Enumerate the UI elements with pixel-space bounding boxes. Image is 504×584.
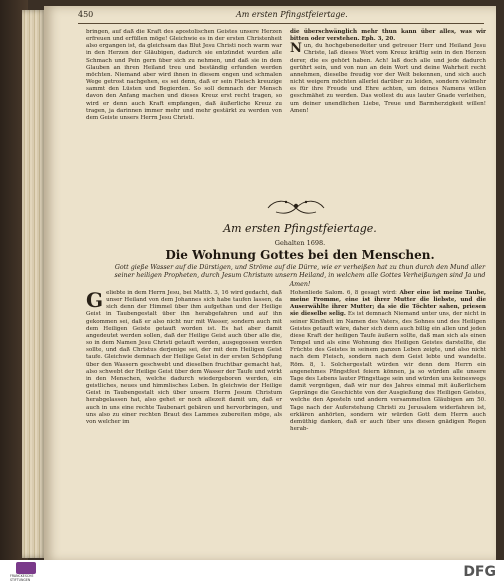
col2-body: un, du hochgebenedeiter und getreuer Herr und Heiland Jesu Christe, laß dieses Wort vom Kreuz kräftig sein in den Herzen derer, die es gehört haben. Ach! laß doch alle und jede dadurch gerührt sein, und von nun an dein Wort und deine Wahrheit recht annehmen, dieselbe freudig vor der Welt bekennen, und sich auch nicht weigern möchten allerlei darüber zu leiden, sondern vielmehr es für ihre Freude und Ehre achten, um deines Namens willen geschmähet zu werden. Das wollest du aus lauter Gnade verleihen, um deiner unendlichen Liebe, Treue und Barmherzigkeit willen! Amen! (290, 43, 486, 114)
logo-text: FRANCKESCHE STIFTUNGEN (10, 574, 34, 582)
header-rule (78, 23, 484, 24)
sermon-intro: Gott gieße Wasser auf die Dürstigen, und Ströme auf die Dürre, wie er verheißen hat zu thun durch den Mund aller seiner heiligen Propheten, durch Jesum Christum unsern Heiland, in welchem alle Gottes Verheißungen sind Ja und Amen! (114, 264, 486, 288)
floral-ornament (256, 194, 336, 220)
col4-lead: Hohenliede Salom. 6, 8 gesagt wird: (290, 290, 397, 296)
col2-dropcap: N (290, 41, 302, 57)
dfg-logo: DFG (463, 564, 496, 580)
feast-heading: Am ersten Pfingstfeiertage. (223, 222, 377, 235)
col4-emphasis: Aber eine ist meine Taube, meine Fromme, eine ist ihrer Mutter die liebste, und die Auserwählte ihrer Mutter; da sie die Töchter sahen, priesen sie dieselbe selig. (290, 290, 486, 318)
column-bottom-right (290, 290, 486, 433)
column-bottom-left (86, 290, 282, 426)
franckesche-logo (8, 562, 46, 582)
col3-dropcap: G (86, 288, 104, 312)
footer-bar (0, 560, 504, 584)
page-number: 450 (78, 10, 94, 19)
column-top-left: bringen, auf daß die Kraft des apostolischen Geistes unsere Herzen erfreuen und erfüllen möge! Gleichwie es in der ersten Christenheit also ergangen ist, da gleichsam das Blut Jesu Christi noch warm war in den Herzen der Gläubigen, dadurch sie entzündet wurden alle Schmach und Pein gern über sich zu nehmen, und daß sie in dem Glauben an ihren Heiland treu und beständig erfunden werden möchten. Niemand aber wird ihnen in diesem engen und schmalen Wege getrost nachgehen, es sei denn, daß er sein Fleisch kreuzige sammt den Lüsten und Begierden. So soll demnach der Mensch davon den Anfang machen und dieses Kreuz erst recht tragen, so wird er denn auch Kraft empfangen, daß äußerliche Kreuz zu tragen, ja darinnen immer mehr und mehr gestärkt zu werden von dem Geiste unsers Herrn Jesu Christi. (86, 29, 282, 121)
running-title: Am ersten Pfingstfeiertage. (236, 10, 348, 19)
sermon-year: Gehalten 1698. (274, 239, 326, 247)
book-spine (22, 10, 46, 558)
col3-body: eliebte in dem Herrn Jesu, bei Matth. 3, 16 wird gedacht, daß unser Heiland von dem Johannes sich habe taufen lassen, da sich denn der Himmel über ihm aufgethan und der Heilige Geist in Taubengestalt über ihn herabgefahren und auf ihn gekommen sei, daß er also nicht nur mit Wasser, sondern auch mit dem Heiligen Geiste getauft worden ist. Es hat aber damit angedeutet werden sollen, daß der Heilige Geist auch über alle die, so in dem Namen Jesu Christi getauft werden, ausgegossen werden sollte, und daß Christus derjenige sei, der mit dem Heiligen Geist taufe. Gleichwie demnach der Heilige Geist in der ersten Schöpfung über den Wassern geschwebt und dieselben fruchtbar gemacht hat, also schwebt der Heilige Geist über dem Wasser der Taufe und wirkt in den Menschen, welche dadurch wiedergeboren werden, ein geistliches, neues und himmlisches Leben. In gleichwie der Heilige Geist in Taubengestalt sich über unsern Herrn Jesum Christum herabgelassen hat, also gehet er noch allezeit damit um, daß er auch in uns eine rechte Taubenart gebären und hervorbringen, und uns also zu einer rechten Braut des Lammes zubereiten möge, als von welcher im (86, 290, 282, 425)
sermon-title: Die Wohnung Gottes bei den Menschen. (165, 248, 435, 262)
column-top-right (290, 29, 486, 115)
logo-mark-icon (16, 562, 36, 574)
col2-top-text: die überschwänglich mehr thun kann über alles, was wir bitten oder verstehen. Eph. 3, 20. (290, 29, 486, 43)
col4-body: Es ist demnach Niemand unter uns, der nicht in seiner Kindheit im Namen des Vaters, des Sohnes und des Heiligen Geistes getauft wäre, daher sich denn auch billig ein allen und jeden diese Kraft der heiligen Taufe äußern sollte, daß man sich als einen Tempel und als eine Wohnung des Heiligen Geistes darstellte, die Früchte des Geistes in seinem ganzen Leben zeigte, und also nicht nach dem Fleisch, sondern nach dem Geist lebte und wandelte. Röm. 8, 1. Solchergestalt würden wir denn dem Herrn ein angenehmes Pfingstfest feiern können, ja so würden alle unsere Tage des Lebens lauter Pfingsttage sein und würden uns keineswegs damit vergnügen, daß wir nur des Jahres einmal mit äußerlichem Gepränge die Geschichte von der Ausgießung des Heiligen Geistes, welche den Aposteln und andern versammelten Gläubigen am 50. Tage nach der Auferstehung Christi zu Jerusalem widerfahren ist, erklären anhörten, sondern wir würden Gott dem Herrn auch demüthig danken, daß er auch über uns diesen gnädigen Regen herab- (290, 311, 486, 432)
